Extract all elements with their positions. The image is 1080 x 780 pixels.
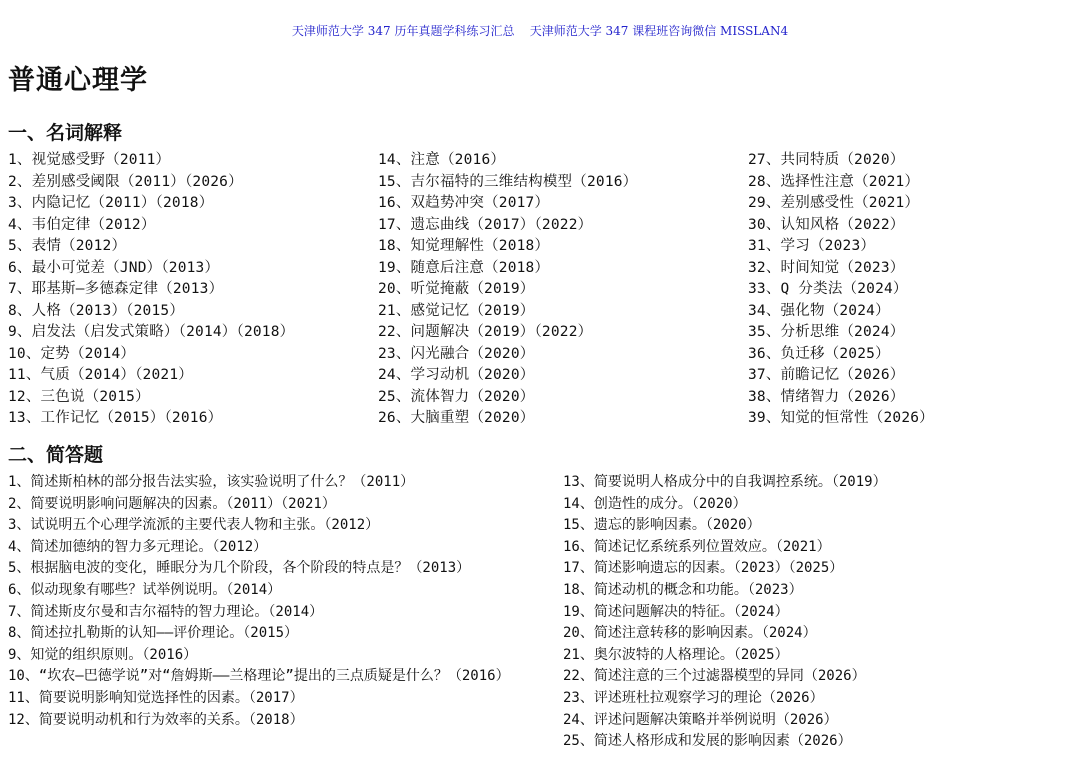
- list-item: 3、试说明五个心理学流派的主要代表人物和主张。（2012）: [8, 517, 380, 534]
- list-item: 18、知觉理解性（2018）: [378, 238, 550, 254]
- list-item: 14、注意（2016）: [378, 152, 506, 168]
- list-item: 25、简述人格形成和发展的影响因素（2026）: [563, 733, 852, 750]
- list-item: 17、遗忘曲线（2017）（2022）: [378, 216, 593, 233]
- questions-column-2: [563, 472, 887, 753]
- list-item: 25、流体智力（2020）: [378, 388, 535, 405]
- list-item: 17、简述影响遗忘的因素。（2023）（2025）: [563, 560, 844, 577]
- list-item: 24、学习动机（2020）: [378, 367, 535, 383]
- list-item: 33、Q 分类法（2024）: [748, 281, 908, 297]
- terms-column-1: [8, 150, 294, 430]
- list-item: 29、差别感受性（2021）: [748, 195, 920, 211]
- list-item: 12、简要说明动机和行为效率的关系。（2018）: [8, 711, 304, 728]
- list-item: 26、大脑重塑（2020）: [378, 410, 535, 426]
- list-item: 15、遗忘的影响因素。（2020）: [563, 517, 761, 534]
- list-item: 7、简述斯皮尔曼和吉尔福特的智力理论。（2014）: [8, 603, 324, 620]
- list-item: 38、情绪智力（2026）: [748, 388, 905, 405]
- list-item: 37、前瞻记忆（2026）: [748, 367, 905, 383]
- page-header-banner: 天津师范大学 347 历年真题学科练习汇总 天津师范大学 347 课程班咨询微信 MISSLAN4: [291, 24, 789, 38]
- list-item: 14、创造性的成分。（2020）: [563, 495, 747, 512]
- list-item: 21、感觉记忆（2019）: [378, 302, 535, 319]
- list-item: 10、定势（2014）: [8, 345, 136, 362]
- list-item: 9、知觉的组织原则。（2016）: [8, 646, 198, 663]
- list-item: 8、人格（2013）（2015）: [8, 302, 185, 319]
- list-item: 4、韦伯定律（2012）: [8, 216, 156, 233]
- list-item: 3、内隐记忆（2011）（2018）: [8, 195, 214, 211]
- list-item: 11、简要说明影响知觉选择性的因素。（2017）: [8, 689, 304, 706]
- list-item: 24、评述问题解决策略并举例说明（2026）: [563, 711, 838, 728]
- list-item: 9、启发法（启发式策略）（2014）（2018）: [8, 324, 295, 340]
- section-heading-short-answer: 二、简答题: [8, 444, 104, 466]
- list-item: 4、简述加德纳的智力多元理论。（2012）: [8, 538, 268, 555]
- list-item: 32、时间知觉（2023）: [748, 259, 905, 276]
- list-item: 6、最小可觉差（JND）（2013）: [8, 259, 220, 276]
- list-item: 34、强化物（2024）: [748, 302, 890, 319]
- list-item: 28、选择性注意（2021）: [748, 173, 920, 190]
- list-item: 13、简要说明人格成分中的自我调控系统。（2019）: [563, 474, 887, 490]
- terms-column-3: [748, 150, 934, 430]
- list-item: 21、奥尔波特的人格理论。（2025）: [563, 646, 789, 663]
- list-item: 1、视觉感受野（2011）: [8, 152, 171, 168]
- list-item: 5、表情（2012）: [8, 238, 127, 254]
- list-item: 5、根据脑电波的变化，睡眠分为几个阶段，各个阶段的特点是？（2013）: [8, 560, 471, 577]
- page-title: 普通心理学: [8, 65, 148, 96]
- list-item: 2、简要说明影响问题解决的因素。（2011）（2021）: [8, 495, 336, 512]
- list-item: 15、吉尔福特的三维结构模型（2016）: [378, 173, 638, 190]
- list-item: 20、简述注意转移的影响因素。（2024）: [563, 625, 817, 642]
- list-item: 1、简述斯柏林的部分报告法实验，该实验说明了什么？（2011）: [8, 474, 415, 490]
- list-item: 20、听觉掩蔽（2019）: [378, 281, 535, 297]
- terms-column-2: [378, 150, 637, 430]
- list-item: 36、负迁移（2025）: [748, 345, 890, 362]
- list-item: 30、认知风格（2022）: [748, 216, 905, 233]
- section-heading-terms: 一、名词解释: [8, 122, 123, 144]
- list-item: 39、知觉的恒常性（2026）: [748, 410, 934, 426]
- list-item: 13、工作记忆（2015）（2016）: [8, 410, 223, 426]
- list-item: 10、“坎农—巴德学说”对“詹姆斯——兰格理论”提出的三点质疑是什么？（2016）: [8, 668, 510, 685]
- list-item: 8、简述拉扎勒斯的认知——评价理论。（2015）: [8, 625, 298, 642]
- questions-column-1: [8, 472, 556, 731]
- list-item: 23、评述班杜拉观察学习的理论（2026）: [563, 689, 824, 706]
- list-item: 19、简述问题解决的特征。（2024）: [563, 603, 789, 620]
- list-item: 12、三色说（2015）: [8, 388, 150, 405]
- list-item: 22、问题解决（2019）（2022）: [378, 324, 593, 340]
- list-item: 7、耶基斯—多德森定律（2013）: [8, 281, 224, 297]
- list-item: 23、闪光融合（2020）: [378, 345, 535, 362]
- list-item: 27、共同特质（2020）: [748, 152, 905, 168]
- list-item: 16、简述记忆系统系列位置效应。（2021）: [563, 538, 831, 555]
- list-item: 22、简述注意的三个过滤器模型的异同（2026）: [563, 668, 866, 685]
- list-item: 2、差别感受阈限（2011）（2026）: [8, 173, 243, 190]
- list-item: 19、随意后注意（2018）: [378, 259, 550, 276]
- list-item: 18、简述动机的概念和功能。（2023）: [563, 581, 803, 598]
- list-item: 11、气质（2014）（2021）: [8, 367, 193, 383]
- list-item: 16、双趋势冲突（2017）: [378, 195, 550, 211]
- list-item: 6、似动现象有哪些？试举例说明。（2014）: [8, 581, 282, 598]
- list-item: 31、学习（2023）: [748, 238, 876, 254]
- list-item: 35、分析思维（2024）: [748, 324, 905, 340]
